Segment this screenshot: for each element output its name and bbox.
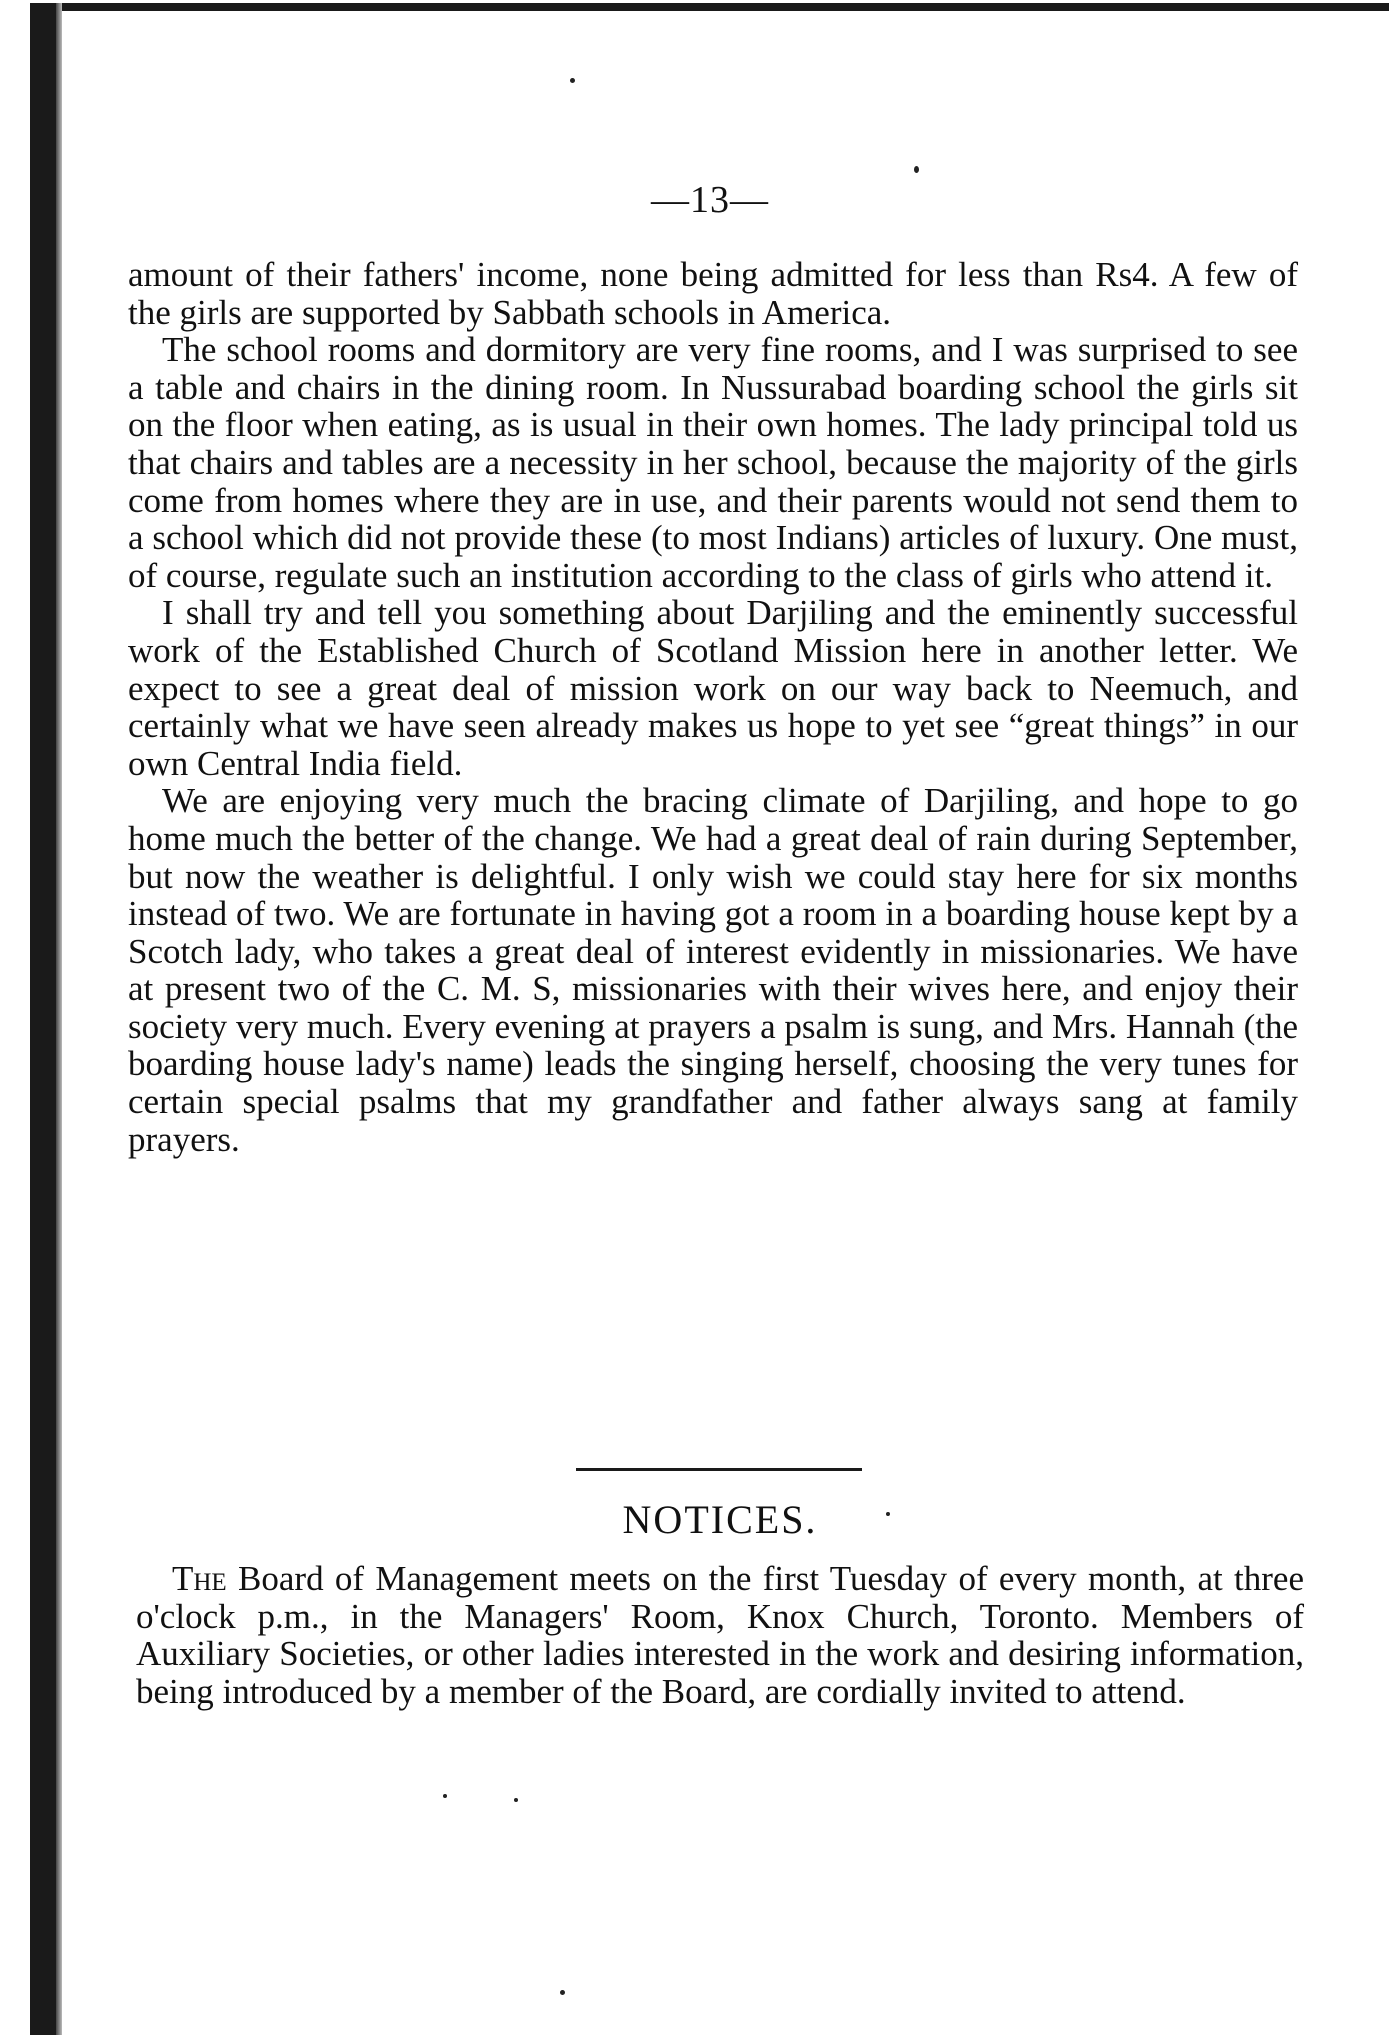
print-speck	[570, 78, 575, 83]
page-number: —13—	[651, 179, 769, 221]
body-paragraph: The school rooms and dormitory are very fine rooms, and I was surprised to see a table and chairs in the dining room. In Nussurabad boarding school the girls sit on the floor when eating, as is usual in their own homes. The lady principal told us that chairs and tables are a necessity in her school, because the majority of the girls come from homes where they are in use, and their parents would not send them to a school which did not provide these (to most Indians) articles of luxury. One must, of course, regulate such an institution according to the class of girls who attend it.	[128, 330, 1298, 595]
notices-section	[136, 1560, 1304, 1710]
letter-body	[128, 256, 1298, 1158]
print-speck	[443, 1794, 447, 1798]
section-divider	[576, 1468, 862, 1471]
print-speck	[514, 1798, 518, 1802]
body-paragraph: We are enjoying very much the bracing climate of Darjiling, and hope to go home much the better of the change. We had a great deal of rain during September, but now the weather is delightful. I only wish we could stay here for six months instead of two. We are fortunate in having got a room in a boarding house kept by a Scotch lady, who takes a great deal of interest evidently in missionaries. We have at present two of the C. M. S, missionaries with their wives here, and enjoy their society very much. Every evening at prayers a psalm is sung, and Mrs. Hannah (the boarding house lady's name) leads the singing herself, choosing the very tunes for certain special psalms that my grandfather and father always sang at family prayers.	[128, 781, 1298, 1159]
page-frame-left-edge	[30, 3, 56, 2035]
notices-paragraph	[136, 1560, 1304, 1710]
notices-text: Board of Management meets on the first Tuesday of every month, at three o'clock p.m., in the Managers' Room, Knox Church, Toronto. Members of Auxiliary Societies, or other ladies interested in the work and desiring information, being introduced by a member of the Board, are cordially invited to attend.	[136, 1559, 1304, 1711]
page-frame-top-edge	[30, 3, 1389, 11]
print-speck	[560, 1990, 565, 1995]
notices-heading: NOTICES.	[622, 1497, 818, 1542]
body-paragraph: I shall try and tell you something about Darjiling and the eminently successful work of the Established Church of Scotland Mission here in another letter. We expect to see a great deal of mission work on our way back to Neemuch, and certainly what we have seen already makes us hope to yet see “great things” in our own Central India field.	[128, 593, 1298, 783]
body-paragraph: amount of their fathers' income, none being admitted for less than Rs4. A few of the girls are supported by Sabbath schools in America.	[128, 255, 1298, 332]
notices-lead-word: The	[172, 1559, 227, 1598]
print-speck	[914, 166, 919, 173]
